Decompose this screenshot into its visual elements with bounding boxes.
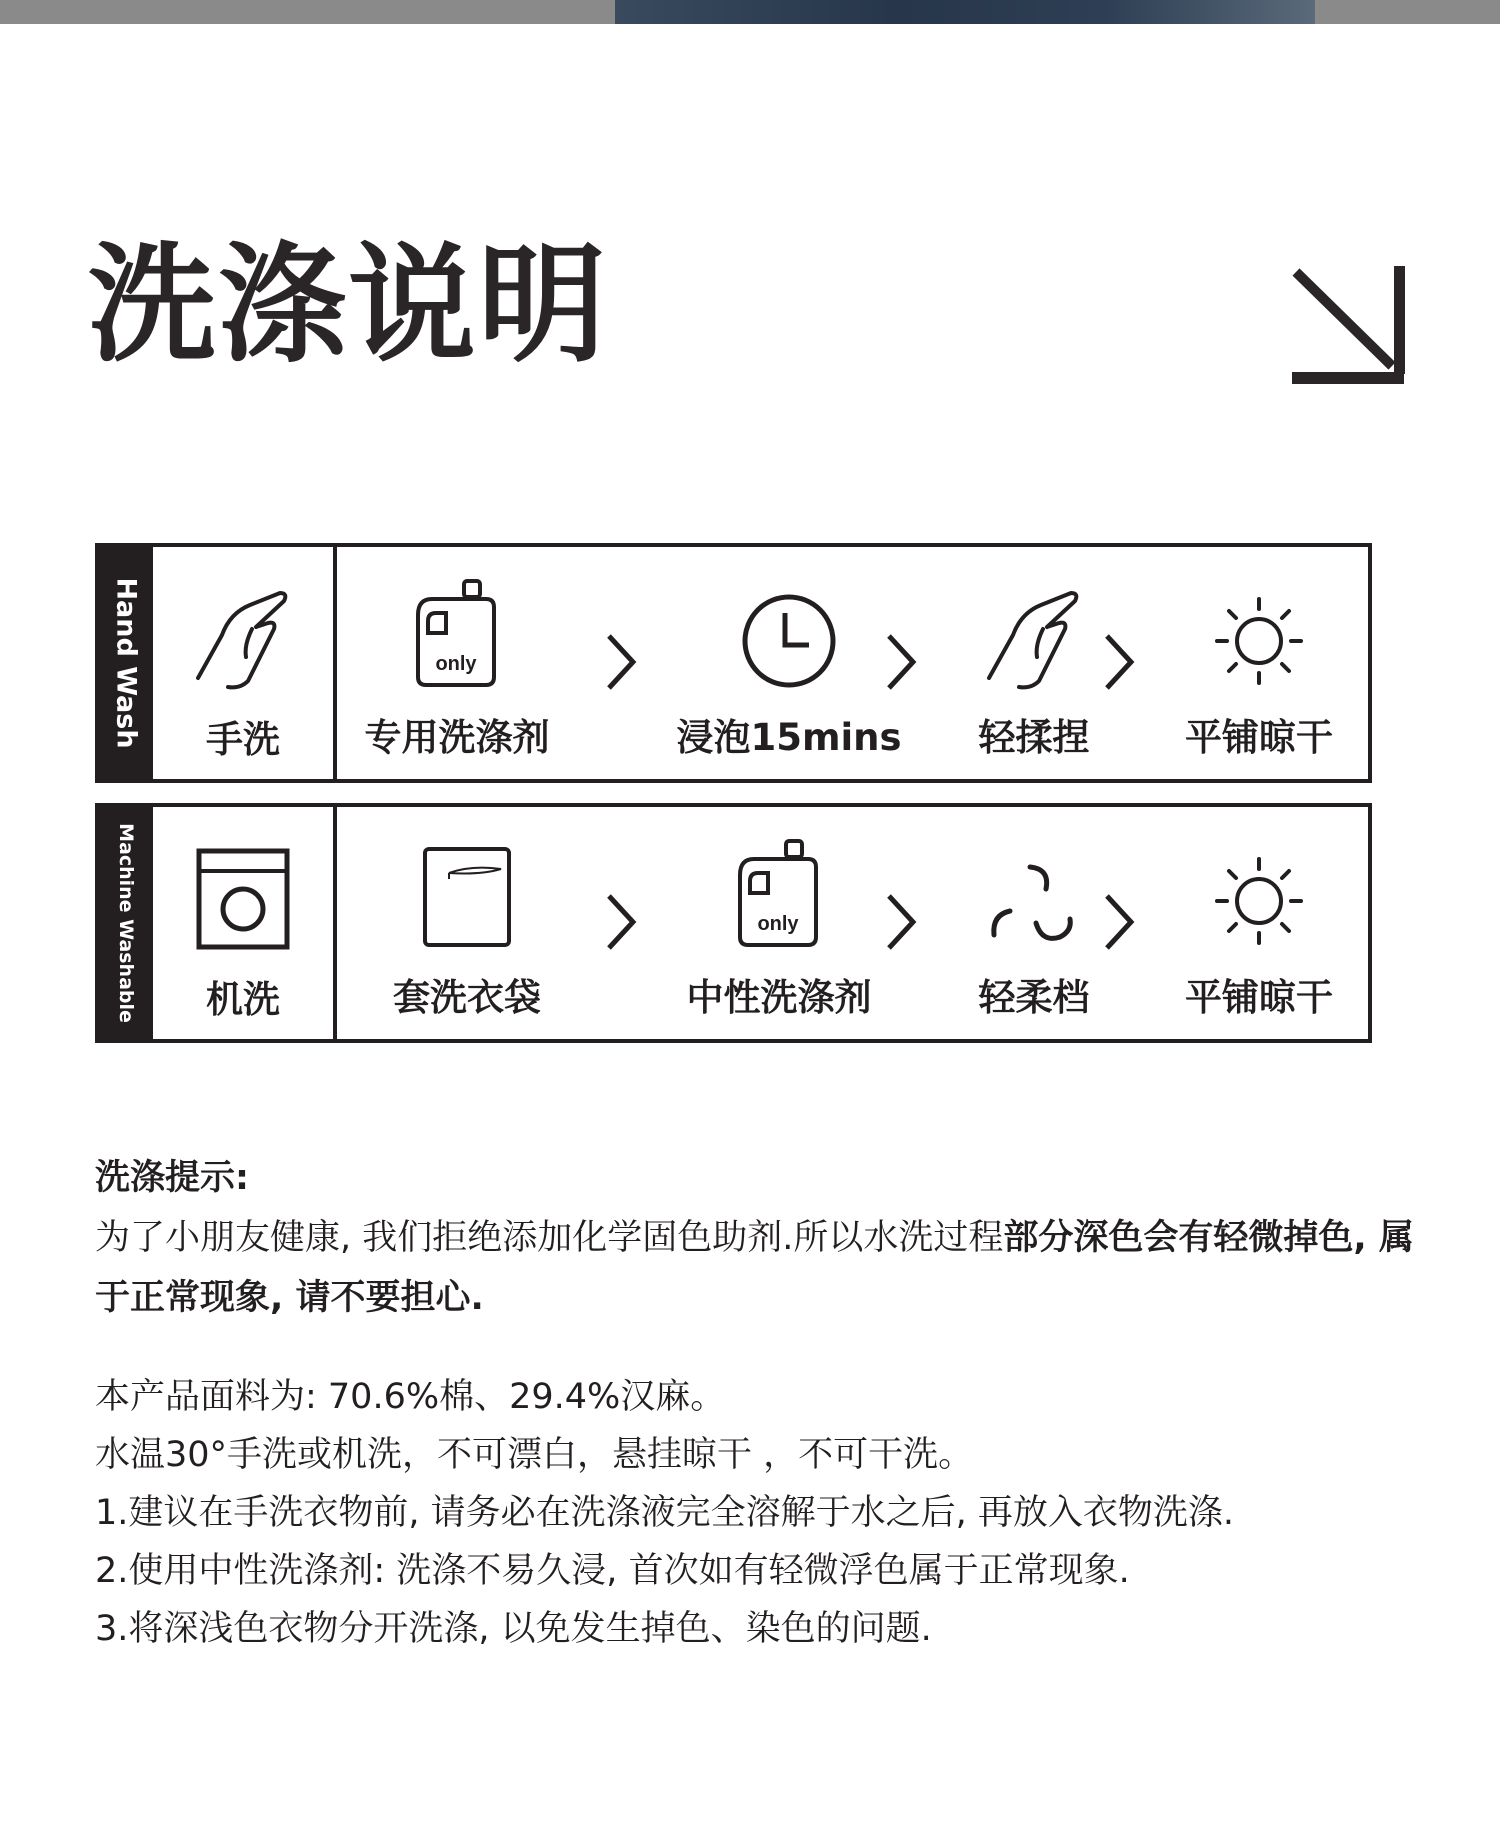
sun-icon xyxy=(1211,593,1307,689)
tips-body xyxy=(95,1208,1425,1328)
care-note-3: 3.将深浅色衣物分开洗涤, 以免发生掉色、染色的问题. xyxy=(95,1609,932,1649)
step-label: 轻柔档 xyxy=(978,976,1090,1019)
detergent-bottle-icon xyxy=(734,837,824,949)
chevron-right-icon xyxy=(885,892,919,952)
hand-icon xyxy=(188,583,298,693)
sun-icon xyxy=(1211,853,1307,949)
arrow-down-right-icon xyxy=(1288,262,1414,390)
step-dry-flat xyxy=(1149,547,1369,779)
hand-wash-side-band xyxy=(99,547,153,779)
step-laundry-bag xyxy=(337,807,597,1039)
machine-wash-side-band xyxy=(99,807,153,1039)
detergent-bottle-icon xyxy=(412,577,502,689)
chevron-right-icon xyxy=(605,632,639,692)
step-label: 平铺晾干 xyxy=(1185,716,1333,759)
laundry-bag-icon xyxy=(421,845,513,949)
hand-wash-kind xyxy=(153,547,337,779)
care-note-2: 2.使用中性洗涤剂: 洗涤不易久浸, 首次如有轻微浮色属于正常现象. xyxy=(95,1551,1130,1591)
chevron-right-icon xyxy=(1103,632,1137,692)
step-label: 专用洗涤剂 xyxy=(364,716,550,759)
tips-body-emphasis: 部分深色会有轻微掉色, 属于正常现象, 请不要担心. xyxy=(95,1218,1414,1318)
top-banner-photo xyxy=(615,0,1315,24)
tips-heading: 洗涤提示: xyxy=(95,1158,249,1198)
care-note-1: 1.建议在手洗衣物前, 请务必在洗涤液完全溶解于水之后, 再放入衣物洗涤. xyxy=(95,1493,1235,1533)
step-dry-flat xyxy=(1149,807,1369,1039)
hand-wash-row xyxy=(95,543,1372,783)
fabric-composition: 本产品面料为: 70.6%棉、29.4%汉麻。 xyxy=(95,1377,726,1417)
chevron-right-icon xyxy=(605,892,639,952)
machine-wash-row xyxy=(95,803,1372,1043)
hand-wash-kind-label: 手洗 xyxy=(206,718,280,761)
step-label: 平铺晾干 xyxy=(1185,976,1333,1019)
wash-notes xyxy=(95,1148,1425,1658)
step-label: 轻揉捏 xyxy=(978,716,1090,759)
machine-wash-kind xyxy=(153,807,337,1039)
machine-wash-side-label: Machine Washable xyxy=(115,823,137,1023)
washing-machine-icon xyxy=(195,847,291,951)
step-detergent xyxy=(337,547,577,779)
tips-body-text: 为了小朋友健康, 我们拒绝添加化学固色助剂.所以水洗过程 xyxy=(95,1218,1004,1258)
care-summary: 水温30°手洗或机洗，不可漂白，悬挂晾干 ，不可干洗。 xyxy=(95,1435,974,1475)
step-label: 中性洗涤剂 xyxy=(686,976,872,1019)
step-neutral-detergent xyxy=(639,807,919,1039)
page-title: 洗涤说明 xyxy=(88,231,609,380)
hand-wash-side-label: Hand Wash xyxy=(110,577,142,749)
chevron-right-icon xyxy=(1103,892,1137,952)
step-label: 套洗衣袋 xyxy=(393,976,541,1019)
gentle-cycle-icon xyxy=(984,859,1084,949)
machine-wash-kind-label: 机洗 xyxy=(206,978,280,1021)
chevron-right-icon xyxy=(885,632,919,692)
svg-text:only: only xyxy=(435,653,477,675)
svg-text:only: only xyxy=(757,913,799,935)
hand-icon xyxy=(979,583,1089,693)
step-label: 浸泡15mins xyxy=(676,716,902,759)
clock-icon xyxy=(739,591,839,691)
